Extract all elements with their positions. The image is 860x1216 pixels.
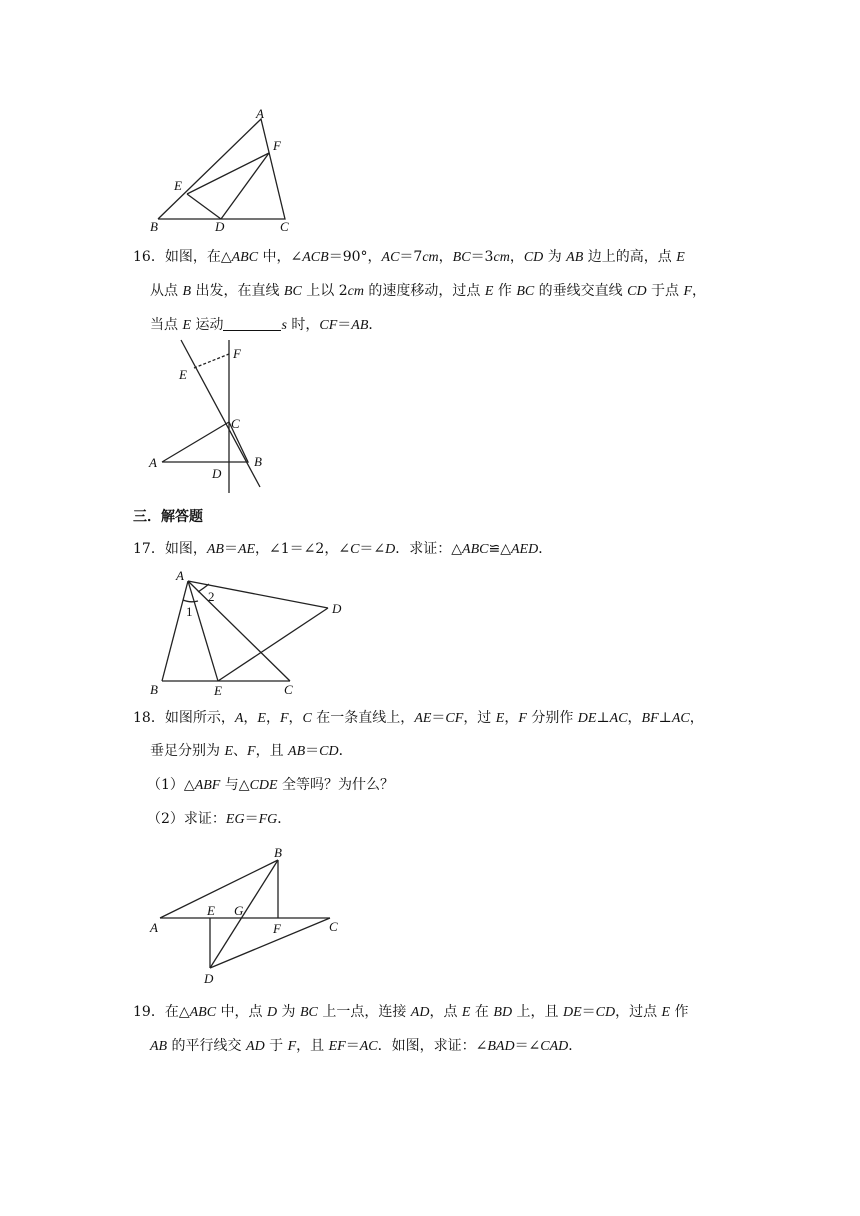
label-A: A [176,568,184,583]
label-1: 1 [186,604,193,619]
q15-figure [140,104,300,236]
q16-line-1: 16．如图，在△ABC 中，∠ACB＝90°，AC＝7cm，BC＝3cm，CD 为 AB 边上的高，点 E [133,249,685,265]
label-B: B [150,682,158,697]
q18-line-1: 18．如图所示，A，E，F，C 在一条直线上，AE＝CF，过 E，F 分别作 DE⊥AC，BF⊥AC， [133,710,704,726]
q16-line-2: 从点 B 出发，在直线 BC 上以 2cm 的速度移动，过点 E 作 BC 的垂线交直线 CD 于点 F， [150,283,707,299]
label-F: F [233,346,241,361]
section-heading: 三．解答题 [133,509,203,525]
label-E: E [179,367,187,382]
label-E: E [207,903,215,918]
q16-figure [140,335,270,497]
label-D: D [212,466,222,481]
label-E: E [174,178,182,193]
label-D: D [215,219,225,234]
label-D: D [204,971,214,986]
label-E: E [214,683,222,698]
q18-part-1: （1）△ABF 与△CDE 全等吗？为什么？ [147,777,395,793]
label-G: G [234,903,244,918]
label-B: B [150,219,158,234]
label-B: B [274,845,282,860]
q17-text: 17．如图，AB＝AE，∠1＝∠2，∠C＝∠D．求证：△ABC≌△AED． [133,541,553,557]
answer-blank[interactable] [223,316,281,331]
q16-line-3: 当点 E 运动 s 时，CF＝AB． [150,317,383,333]
label-A: A [149,455,157,470]
label-B: B [254,454,262,469]
label-D: D [332,601,342,616]
label-C: C [284,682,293,697]
q18-figure [140,842,350,992]
label-A: A [150,920,158,935]
q18-line-2: 垂足分别为 E、F，且 AB＝CD． [150,743,353,759]
label-C: C [231,416,240,431]
label-C: C [280,219,289,234]
label-F: F [273,138,281,153]
label-A: A [256,106,264,121]
q19-line-1: 19．在△ABC 中，点 D 为 BC 上一点，连接 AD，点 E 在 BD 上，且 DE＝CD，过点 E 作 [133,1004,689,1020]
label-2: 2 [208,589,215,604]
label-C: C [329,919,338,934]
label-F: F [273,921,281,936]
q17-figure [140,566,350,700]
q19-line-2: AB 的平行线交 AD 于 F，且 EF＝AC．如图，求证：∠BAD＝∠CAD． [150,1038,583,1054]
q18-part-2: （2）求证：EG＝FG． [147,811,292,827]
